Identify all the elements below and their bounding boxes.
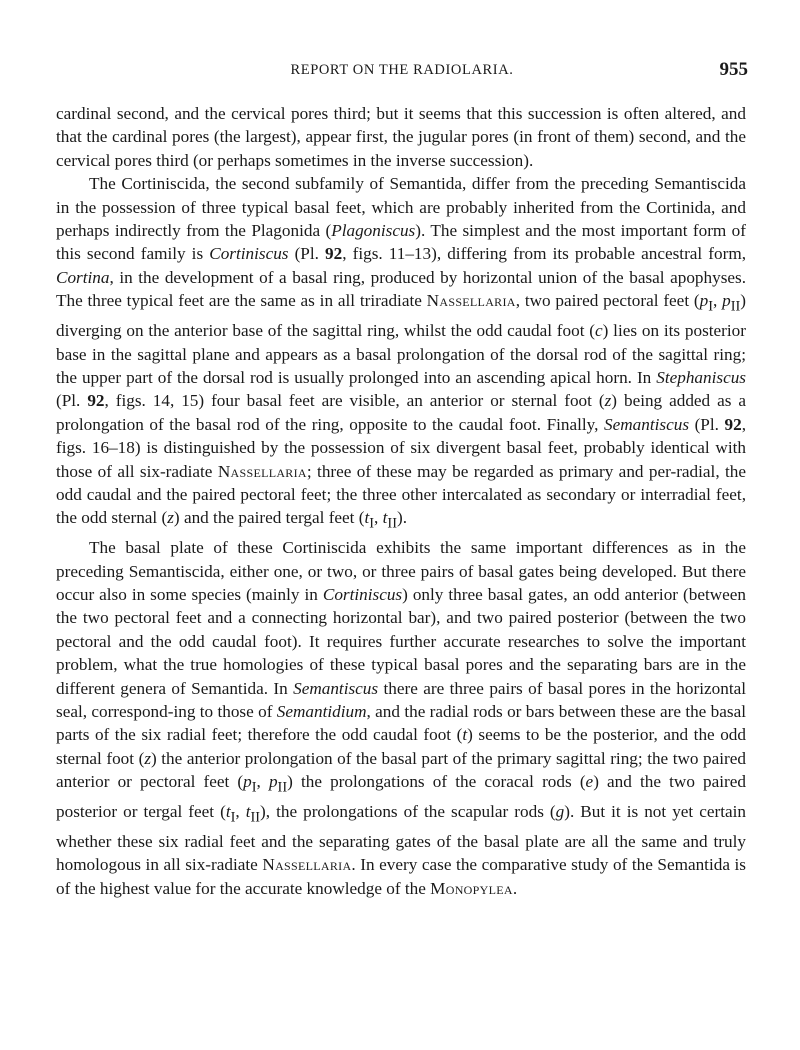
- paragraph-cortiniscida: The Cortiniscida, the second subfamily of Semantida, differ from the preceding Semantiscida in the possession of three typical basal feet, which are probably inherited from the Cortinida, and perhaps indirectly from the Plagonida (Plagoniscus). The simplest and the most important form of this second family is Cortiniscus (Pl. 92, figs. 11–13), differing from its probable ancestral form, Cortina, in the development of a basal ring, produced by horizontal union of the basal apophyses. The three typical feet are the same as in all triradiate Nassellaria, two paired pectoral feet ($p_I$, $p_{II}$) diverging on the anterior base of the sagittal ring, whilst the odd caudal foot (c) lies on its posterior base in the sagittal plane and appears as a basal prolongation of the dorsal rod of the sagittal ring; the upper part of the dorsal rod is usually prolonged into an ascending apical horn. In Stephaniscus (Pl. 92, figs. 14, 15) four basal feet are visible, an anterior or sternal foot (z) being added as a prolongation of the basal rod of the ring, opposite to the caudal foot. Finally, Semantiscus (Pl. 92, figs. 16–18) is distinguished by the possession of six divergent basal feet, probably identical with those of all six-radiate Nassellaria; three of these may be regarded as primary and per-radial, the odd caudal and the paired pectoral feet; the three other intercalated as secondary or interradial feet, the odd sternal (z) and the paired tergal feet ($t_I$, $t_{II}$).: [56, 174, 747, 532]
- page-number: 955: [719, 59, 748, 80]
- paragraph-basal-plate: The basal plate of these Cortiniscida exhibits the same important differences as in the preceding Semantiscida, either one, or two, or three pairs of basal gates being developed. But there occur also in some species (mainly in Cortiniscus) only three basal gates, an odd anterior (between the two pectoral feet and a connecting horizontal bar), and two paired posterior (between the two pectoral and the odd caudal foot). It requires further accurate researches to solve the important problem, what the true homologies of these typical basal pores and the separating bars are in the different genera of Semantida. In Semantiscus there are three pairs of basal pores in the horizontal seal, correspond-ing to those of Semantidium, and the radial rods or bars between these are the basal parts of the six radial feet; therefore the odd caudal foot (t) seems to be the posterior, and the odd sternal foot (z) the anterior prolongation of the basal part of the primary sagittal ring; the two paired anterior or pectoral feet ($p_I$, $p_{II}$) the prolongations of the coracal rods (e) and the two paired posterior or tergal feet ($t_I$, $t_{II}$), the prolongations of the scapular rods (g). But it is not yet certain whether these six radial feet and the separating gates of the basal plate are all the same and truly homologous in all six-radiate Nassellaria. In every case the comparative study of the Semantida is of the highest value for the accurate knowledge of the Monopylea.: [56, 538, 746, 898]
- paragraph-continuation: cardinal second, and the cervical pores third; but it seems that this succession is often altered, and that the cardinal pores (the largest), appear first, the jugular pores (in front of them) second, and the cervical pores third (or perhaps sometimes in the inverse succession).: [56, 104, 746, 170]
- page-header: [56, 59, 748, 86]
- body-text: [56, 102, 746, 900]
- running-title: REPORT ON THE RADIOLARIA.: [290, 62, 514, 78]
